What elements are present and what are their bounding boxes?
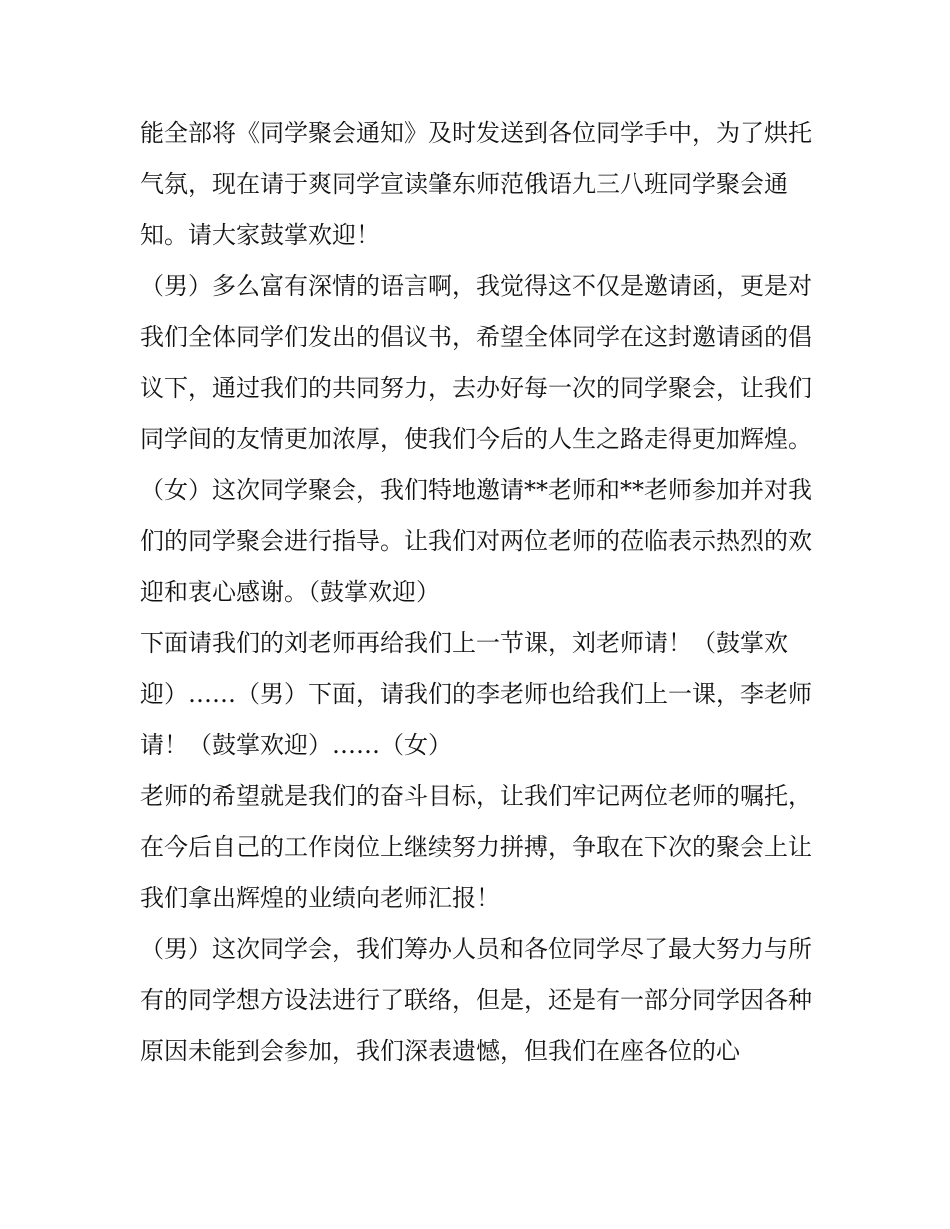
paragraph-2: （男）多么富有深情的语言啊，我觉得这不仅是邀请函，更是对我们全体同学们发出的倡议书，希望全体同学在这封邀请函的倡议下，通过我们的共同努力，去办好每一次的同学聚会，让我们同学间的友情更加浓厚，使我们今后的人生之路走得更加辉煌。 xyxy=(140,272,812,453)
paragraph-5: 老师的希望就是我们的奋斗目标，让我们牢记两位老师的嘱托，在今后自己的工作岗位上继续努力拼搏，争取在下次的聚会上让我们拿出辉煌的业绩向老师汇报！ xyxy=(140,782,812,912)
paragraph-3: （女）这次同学聚会，我们特地邀请**老师和**老师参加并对我们的同学聚会进行指导。让我们对两位老师的莅临表示热烈的欢迎和衷心感谢。（鼓掌欢迎） xyxy=(140,476,812,606)
paragraph-1: 能全部将《同学聚会通知》及时发送到各位同学手中，为了烘托气氛，现在请于爽同学宣读肇东师范俄语九三八班同学聚会通知。请大家鼓掌欢迎！ xyxy=(140,119,812,249)
paragraph-6: （男）这次同学会，我们筹办人员和各位同学尽了最大努力与所有的同学想方设法进行了联络，但是，还是有一部分同学因各种原因未能到会参加，我们深表遗憾，但我们在座各位的心 xyxy=(140,935,812,1065)
document-body xyxy=(140,108,820,1077)
paragraph-4: 下面请我们的刘老师再给我们上一节课，刘老师请！（鼓掌欢迎）……（男）下面，请我们的李老师也给我们上一课，李老师请！（鼓掌欢迎）……（女） xyxy=(140,629,812,759)
